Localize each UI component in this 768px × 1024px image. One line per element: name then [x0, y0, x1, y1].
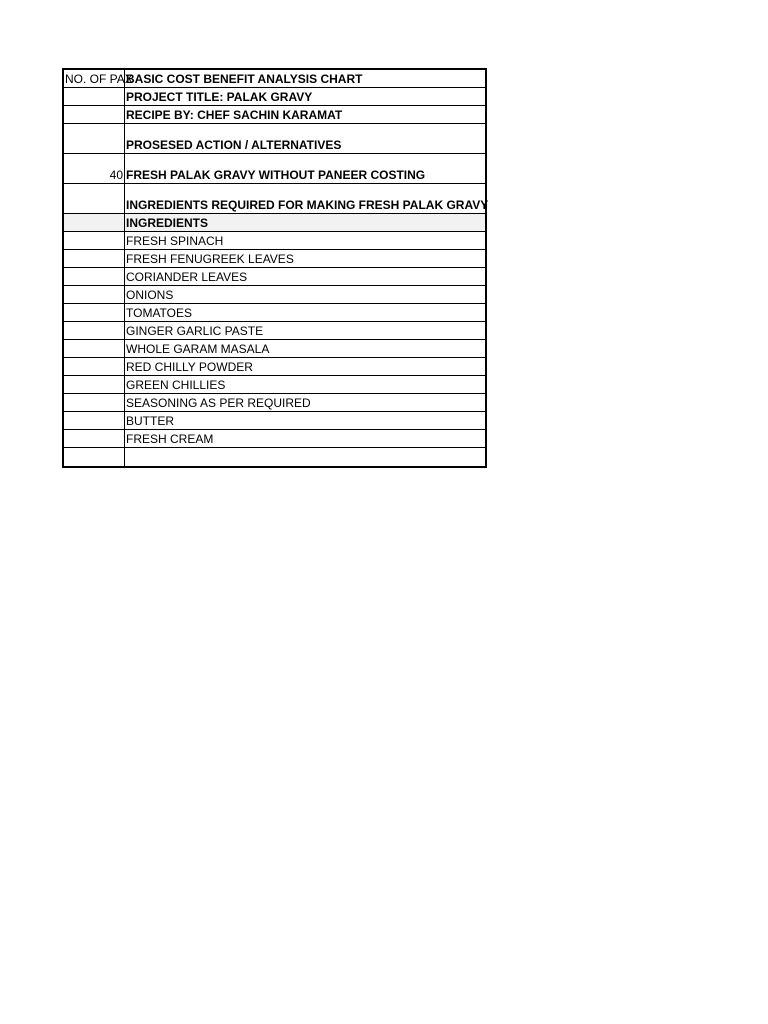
cell[interactable] — [64, 430, 125, 447]
cell[interactable] — [64, 250, 125, 267]
ingredient-cell[interactable]: CORIANDER LEAVES — [126, 270, 248, 284]
recipe-by-cell[interactable]: RECIPE BY: CHEF SACHIN KARAMAT — [126, 108, 343, 122]
table-row-title — [64, 70, 485, 88]
cell[interactable] — [64, 340, 125, 357]
cell[interactable] — [64, 322, 125, 339]
table-row — [64, 322, 485, 340]
cell[interactable] — [64, 376, 125, 393]
table-row-costing — [64, 154, 485, 184]
table-header-row — [64, 214, 485, 232]
table-row — [64, 268, 485, 286]
cell[interactable] — [64, 448, 125, 466]
ingredient-cell[interactable]: FRESH FENUGREEK LEAVES — [126, 252, 294, 266]
cell[interactable] — [64, 358, 125, 375]
ingredient-cell[interactable]: SEASONING AS PER REQUIRED — [126, 396, 311, 410]
pax-label-cell[interactable]: NO. OF PAX — [65, 72, 133, 86]
cell[interactable] — [64, 214, 125, 231]
cell[interactable] — [64, 286, 125, 303]
table-row — [64, 412, 485, 430]
table-row-project — [64, 88, 485, 106]
cell[interactable] — [64, 268, 125, 285]
ingredients-header-cell[interactable]: INGREDIENTS — [126, 216, 209, 230]
table-row — [64, 304, 485, 322]
cell[interactable] — [64, 88, 125, 105]
table-row — [64, 286, 485, 304]
ingredient-cell[interactable]: ONIONS — [126, 288, 174, 302]
table-row — [64, 340, 485, 358]
ingredient-cell[interactable]: FRESH CREAM — [126, 432, 214, 446]
costing-title-cell[interactable]: FRESH PALAK GRAVY WITHOUT PANEER COSTING — [126, 168, 426, 182]
cell[interactable] — [64, 124, 125, 153]
table-row — [64, 430, 485, 448]
ingredients-required-cell[interactable]: INGREDIENTS REQUIRED FOR MAKING FRESH PALAK GRAVY — [126, 198, 489, 212]
table-row-recipe-by — [64, 106, 485, 124]
table-row-action — [64, 124, 485, 154]
table-row-ingredients-required — [64, 184, 489, 214]
table-row — [64, 394, 485, 412]
chart-title-cell[interactable]: BASIC COST BENEFIT ANALYSIS CHART — [126, 72, 363, 86]
ingredient-cell[interactable]: RED CHILLY POWDER — [126, 360, 253, 374]
cell[interactable] — [64, 304, 125, 321]
table-row — [64, 376, 485, 394]
cell[interactable] — [64, 412, 125, 429]
cell[interactable] — [64, 184, 125, 213]
table-row — [64, 232, 485, 250]
project-title-cell[interactable]: PROJECT TITLE: PALAK GRAVY — [126, 90, 313, 104]
cell[interactable] — [64, 394, 125, 411]
cell[interactable] — [125, 448, 485, 466]
ingredient-cell[interactable]: GINGER GARLIC PASTE — [126, 324, 264, 338]
cell[interactable] — [64, 232, 125, 249]
table-row-empty — [64, 448, 485, 466]
cell[interactable] — [64, 106, 125, 123]
ingredient-cell[interactable]: BUTTER — [126, 414, 174, 428]
table-row — [64, 250, 485, 268]
pax-count-cell[interactable]: 40 — [64, 154, 125, 183]
ingredient-cell[interactable]: TOMATOES — [126, 306, 193, 320]
table-row — [64, 358, 485, 376]
ingredient-cell[interactable]: FRESH SPINACH — [126, 234, 224, 248]
proposed-action-cell[interactable]: PROSESED ACTION / ALTERNATIVES — [126, 138, 342, 152]
ingredient-cell[interactable]: GREEN CHILLIES — [126, 378, 226, 392]
ingredient-cell[interactable]: WHOLE GARAM MASALA — [126, 342, 270, 356]
spreadsheet-table — [62, 68, 487, 468]
